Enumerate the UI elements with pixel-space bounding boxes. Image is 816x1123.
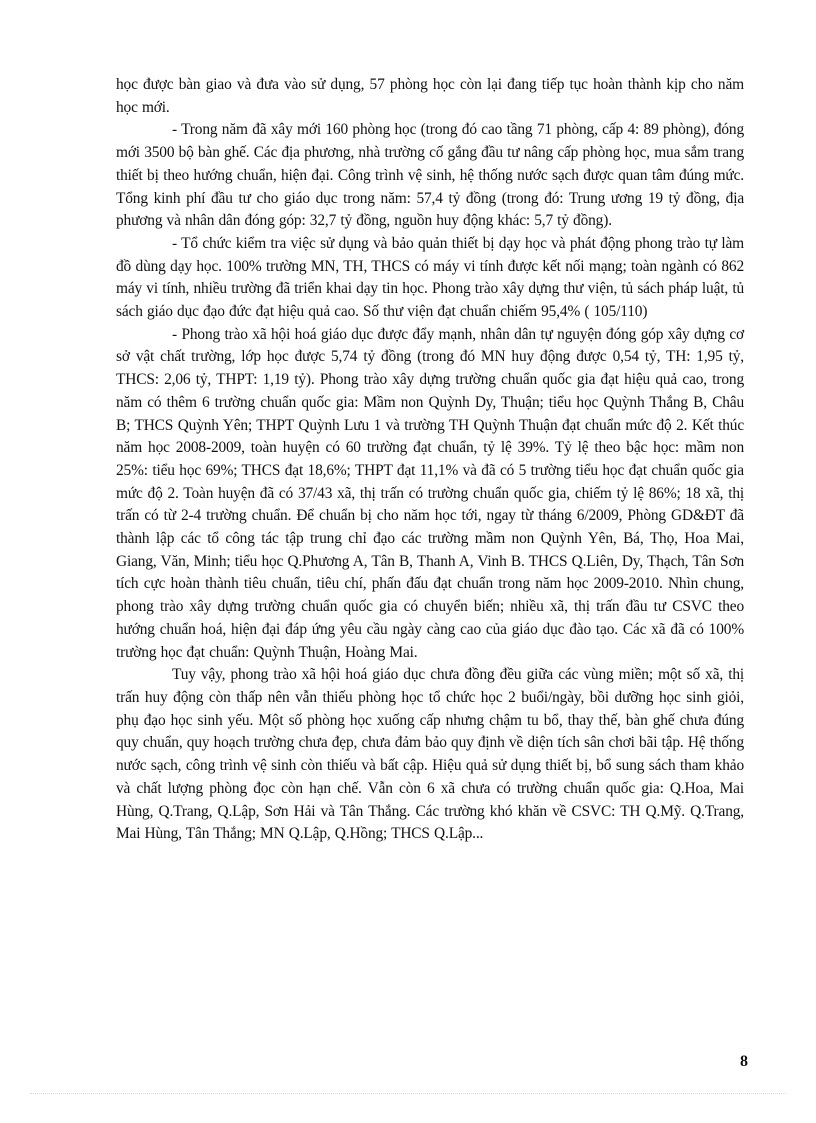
paragraph-socialization-standard-schools: - Phong trào xã hội hoá giáo dục được đẩy mạnh, nhân dân tự nguyện đóng góp xây dựng cơ sở vật chất trường, lớp học được 5,74 tỷ đồng (trong đó MN huy động được 0,54 tỷ, TH: 1,95 tỷ, THCS: 2,06 tỷ, THPT: 1,19 tỷ). Phong trào xây dựng trường chuẩn quốc gia đạt hiệu quả cao, trong năm có thêm 6 trường chuẩn quốc gia: Mầm non Quỳnh Dy, Thuận; tiểu học Quỳnh Thắng B, Châu B; THCS Quỳnh Yên; THPT Quỳnh Lưu 1 và trường TH Quỳnh Thuận đạt chuẩn mức độ 2. Kết thúc năm học 2008-2009, toàn huyện có 60 trường đạt chuẩn, tỷ lệ 39%. Tỷ lệ theo bậc học: mầm non 25%: tiểu học 69%; THCS đạt 18,6%; THPT đạt 11,1% và đã có 5 trường tiểu học đạt chuẩn quốc gia mức độ 2. Toàn huyện đã có 37/43 xã, thị trấn có trường chuẩn quốc gia, chiếm tỷ lệ 86%; 18 xã, thị trấn có từ 2-4 trường chuẩn. Để chuẩn bị cho năm học tới, ngay từ tháng 6/2009, Phòng GD&ĐT đã thành lập các tổ công tác tập trung chỉ đạo các trường mầm non Quỳnh Yên, Bá, Thọ, Hoa Mai, Giang, Văn, Minh; tiểu học Q.Phương A, Tân B, Thanh A, Vinh B. THCS Q.Liên, Dy, Thạch, Tân Sơn tích cực hoàn thành tiêu chuẩn, tiêu chí, phấn đấu đạt chuẩn trong năm học 2009-2010. Nhìn chung, phong trào xây dựng trường chuẩn quốc gia có chuyển biến; nhiều xã, thị trấn đầu tư CSVC theo hướng chuẩn hoá, hiện đại đáp ứng yêu cầu ngày càng cao của giáo dục đào tạo. Các xã đã có 100% trường học đạt chuẩn: Quỳnh Thuận, Hoàng Mai. [116,325,744,661]
page-number: 8 [740,1053,748,1070]
paragraph-equipment-library: - Tổ chức kiểm tra việc sử dụng và bảo quản thiết bị dạy học và phát động phong trào tự làm đồ dùng dạy học. 100% trường MN, TH, THCS có máy vi tính được kết nối mạng; toàn ngành có 862 máy vi tính, nhiều trường đã triển khai dạy tin học. Phong trào xây dựng thư viện, tủ sách pháp luật, tủ sách giáo dục đạo đức đạt hiệu quả cao. Số thư viện đạt chuẩn chiếm 95,4% ( 105/110) [116,234,744,321]
document-body [116,74,744,846]
paragraph-continuation: học được bàn giao và đưa vào sử dụng, 57 phòng học còn lại đang tiếp tục hoàn thành kịp cho năm học mới. [116,76,744,116]
paragraph-classroom-construction: - Trong năm đã xây mới 160 phòng học (trong đó cao tầng 71 phòng, cấp 4: 89 phòng), đóng mới 3500 bộ bàn ghế. Các địa phương, nhà trường cố gắng đầu tư nâng cấp phòng học, mua sắm trang thiết bị theo hướng chuẩn, hiện đại. Công trình vệ sinh, hệ thống nước sạch được quan tâm đúng mức. Tổng kinh phí đầu tư cho giáo dục trong năm: 57,4 tỷ đồng (trong đó: Trung ương 19 tỷ đồng, địa phương và nhân dân đóng góp: 32,7 tỷ đồng, nguồn huy động khác: 5,7 tỷ đồng). [116,121,744,230]
footer-divider [30,1093,786,1094]
paragraph-limitations: Tuy vậy, phong trào xã hội hoá giáo dục chưa đồng đều giữa các vùng miền; một số xã, thị trấn huy động còn thấp nên vẫn thiếu phòng học tổ chức học 2 buổi/ngày, bồi dưỡng học sinh giỏi, phụ đạo học sinh yếu. Một số phòng học xuống cấp nhưng chậm tu bổ, thay thế, bàn ghế chưa đúng quy chuẩn, quy hoạch trường chưa đẹp, chưa đảm bảo quy định về diện tích sân chơi bãi tập. Hệ thống nước sạch, công trình vệ sinh còn thiếu và bất cập. Hiệu quả sử dụng thiết bị, bổ sung sách tham khảo và chất lượng phòng đọc còn hạn chế. Vẫn còn 6 xã chưa có trường chuẩn quốc gia: Q.Hoa, Mai Hùng, Q.Trang, Q.Lập, Sơn Hải và Tân Thắng. Các trường khó khăn về CSVC: TH Q.Mỹ. Q.Trang, Mai Hùng, Tân Thắng; MN Q.Lập, Q.Hồng; THCS Q.Lập... [116,666,744,843]
